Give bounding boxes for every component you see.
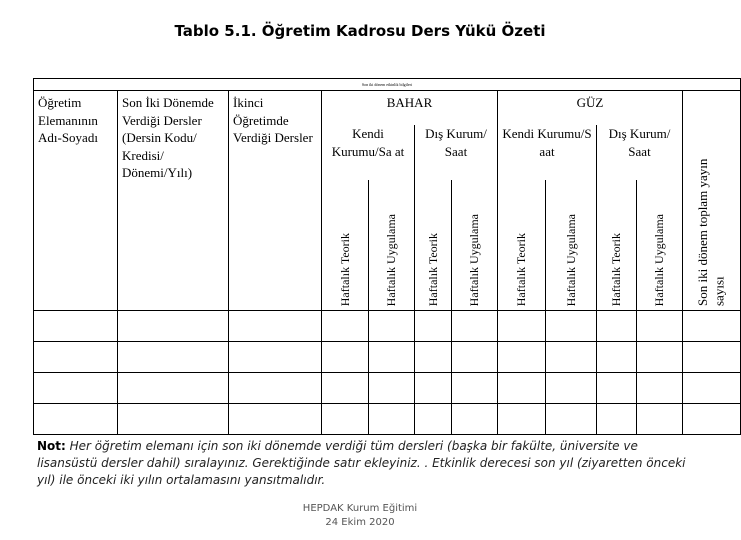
header-weekly-practice: Haftalık Uygulama xyxy=(546,180,597,311)
header-total-publications: Son iki dönem toplam yayın sayısı xyxy=(683,91,741,311)
table-cell[interactable] xyxy=(597,342,637,373)
header-courses-given: Son İki Dönemde Verdiği Dersler (Dersin Kodu/ Kredisi/ Dönemi/Yılı) xyxy=(118,91,229,311)
header-instructor-name: Öğretim Elemanının Adı-Soyadı xyxy=(34,91,118,311)
table-cell[interactable] xyxy=(118,342,229,373)
table-cell[interactable] xyxy=(546,342,597,373)
table-cell[interactable] xyxy=(637,404,683,435)
table-cell[interactable] xyxy=(498,404,546,435)
table-cell[interactable] xyxy=(322,404,369,435)
table-cell[interactable] xyxy=(369,311,415,342)
table-cell[interactable] xyxy=(637,342,683,373)
table-cell[interactable] xyxy=(498,342,546,373)
table-cell[interactable] xyxy=(229,373,322,404)
header-weekly-theory: Haftalık Teorik xyxy=(597,180,637,311)
activity-info-caption: Son iki dönem etkinlik bilgileri xyxy=(34,79,741,91)
table-cell[interactable] xyxy=(415,342,452,373)
table-cell[interactable] xyxy=(34,404,118,435)
table-cell[interactable] xyxy=(452,404,498,435)
table-row xyxy=(34,342,741,373)
table-cell[interactable] xyxy=(415,373,452,404)
header-fall: GÜZ xyxy=(498,91,683,126)
table-cell[interactable] xyxy=(597,311,637,342)
table-cell[interactable] xyxy=(118,311,229,342)
footnote xyxy=(37,438,687,489)
table-cell[interactable] xyxy=(546,404,597,435)
header-spring-external: Dış Kurum/ Saat xyxy=(415,125,498,180)
header-weekly-theory: Haftalık Teorik xyxy=(498,180,546,311)
table-cell[interactable] xyxy=(118,373,229,404)
table-cell[interactable] xyxy=(546,311,597,342)
table-cell[interactable] xyxy=(637,311,683,342)
table-cell[interactable] xyxy=(322,342,369,373)
table-cell[interactable] xyxy=(34,311,118,342)
table-cell[interactable] xyxy=(369,373,415,404)
course-load-table xyxy=(33,78,741,435)
footnote-label: Not: xyxy=(37,439,66,453)
table-cell[interactable] xyxy=(118,404,229,435)
footer-org: HEPDAK Kurum Eğitimi xyxy=(302,503,418,514)
page-title: Tablo 5.1. Öğretim Kadrosu Ders Yükü Özeti xyxy=(174,22,546,40)
table-cell[interactable] xyxy=(369,404,415,435)
table-cell[interactable] xyxy=(452,373,498,404)
table-cell[interactable] xyxy=(546,373,597,404)
table-cell[interactable] xyxy=(498,311,546,342)
header-spring: BAHAR xyxy=(322,91,498,126)
table-row xyxy=(34,373,741,404)
table-cell[interactable] xyxy=(322,373,369,404)
header-weekly-practice: Haftalık Uygulama xyxy=(452,180,498,311)
table-cell[interactable] xyxy=(415,311,452,342)
table-cell[interactable] xyxy=(683,311,741,342)
table-cell[interactable] xyxy=(452,342,498,373)
table-cell[interactable] xyxy=(229,404,322,435)
header-weekly-theory: Haftalık Teorik xyxy=(322,180,369,311)
table-row xyxy=(34,404,741,435)
header-weekly-theory: Haftalık Teorik xyxy=(415,180,452,311)
table-cell[interactable] xyxy=(498,373,546,404)
table-row xyxy=(34,311,741,342)
table-cell[interactable] xyxy=(683,342,741,373)
table-cell[interactable] xyxy=(415,404,452,435)
table-cell[interactable] xyxy=(597,404,637,435)
table-cell[interactable] xyxy=(34,373,118,404)
table-cell[interactable] xyxy=(322,311,369,342)
header-second-education-courses: İkinci Öğretimde Verdiği Dersler xyxy=(229,91,322,311)
table-cell[interactable] xyxy=(229,311,322,342)
table-cell[interactable] xyxy=(637,373,683,404)
table-cell[interactable] xyxy=(452,311,498,342)
table-cell[interactable] xyxy=(597,373,637,404)
footer-date: 24 Ekim 2020 xyxy=(325,517,395,528)
table-cell[interactable] xyxy=(34,342,118,373)
header-spring-own-institution: Kendi Kurumu/Sa at xyxy=(322,125,415,180)
header-fall-own-institution: Kendi Kurumu/S aat xyxy=(498,125,597,180)
table-cell[interactable] xyxy=(229,342,322,373)
header-fall-external: Dış Kurum/ Saat xyxy=(597,125,683,180)
header-weekly-practice: Haftalık Uygulama xyxy=(637,180,683,311)
header-weekly-practice: Haftalık Uygulama xyxy=(369,180,415,311)
table-cell[interactable] xyxy=(683,373,741,404)
table-cell[interactable] xyxy=(369,342,415,373)
table-cell[interactable] xyxy=(683,404,741,435)
footnote-text: Her öğretim elemanı için son iki dönemde verdiği tüm dersleri (başka bir fakülte, üniversite ve lisansüstü dersler dahil) sıralayınız. Gerektiğinde satır ekleyiniz. . Etkinlik derecesi son yıl (ziyaretten önceki yıl) ile önceki iki yılın ortalamasını yansıtmalıdır. xyxy=(37,439,686,487)
